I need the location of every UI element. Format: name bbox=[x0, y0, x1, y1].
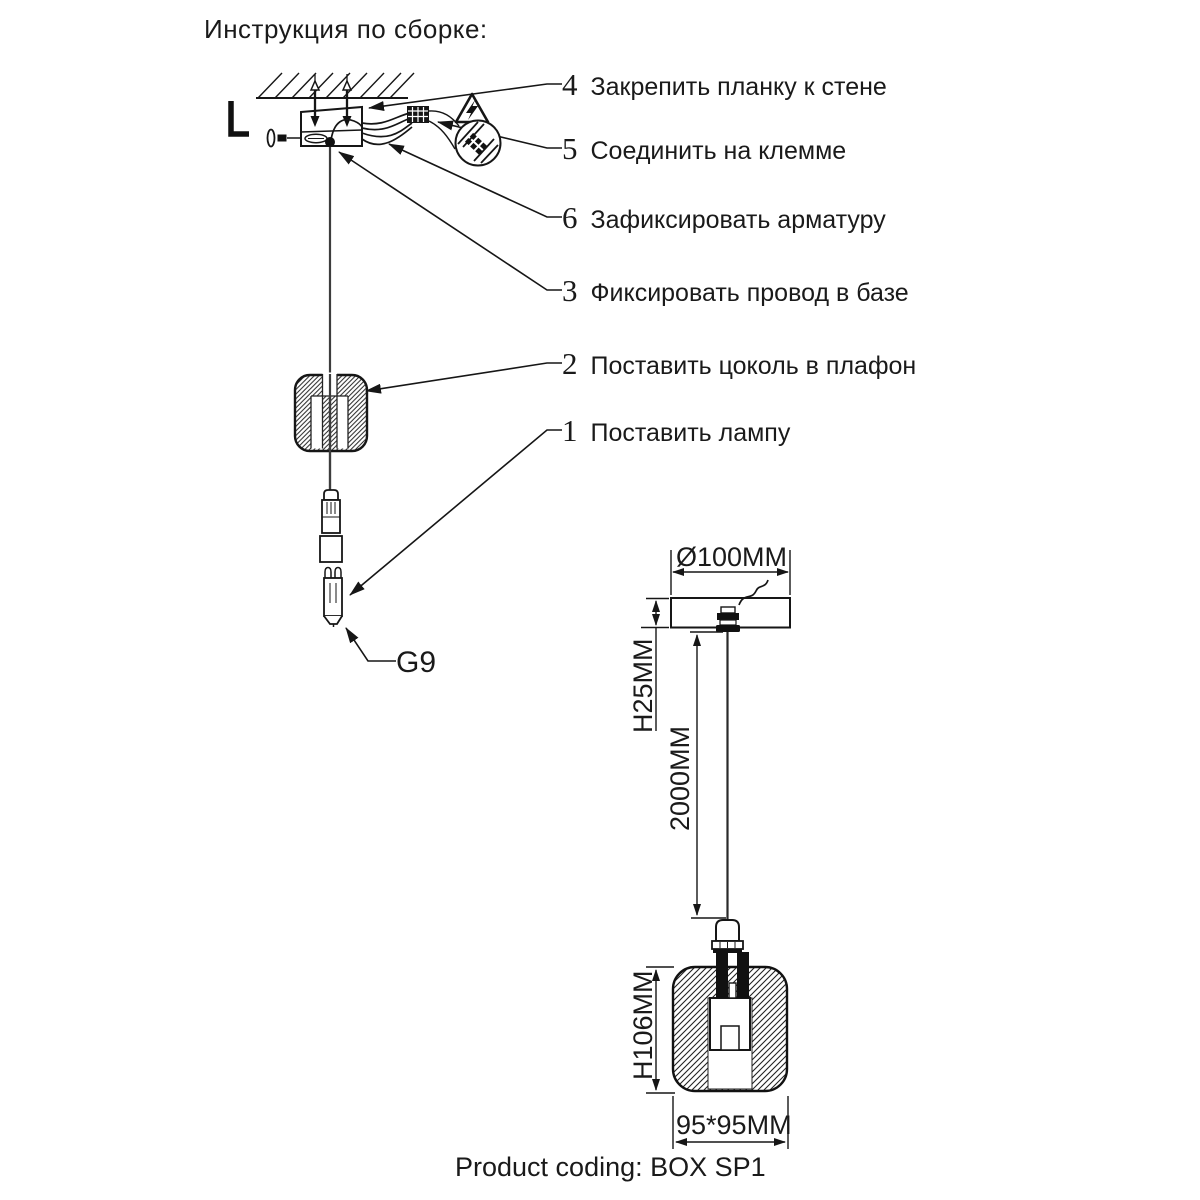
step-label: Соединить на клемме bbox=[590, 137, 847, 165]
step-label: Закрепить планку к стене bbox=[590, 73, 887, 101]
detail-fan-lines bbox=[429, 111, 459, 149]
socket-assembly bbox=[320, 490, 342, 562]
side-screw bbox=[268, 130, 301, 147]
pendant-socket bbox=[712, 920, 743, 953]
dim-footprint-label: 95*95MM bbox=[676, 1110, 792, 1140]
step-number: 2 bbox=[562, 346, 578, 381]
ceiling-hatch bbox=[256, 73, 414, 98]
step-number: 5 bbox=[562, 131, 578, 166]
product-coding: Product coding: BOX SP1 bbox=[455, 1152, 766, 1182]
step-item-2 bbox=[562, 348, 916, 379]
g9-bulb bbox=[324, 568, 342, 628]
leader-g9 bbox=[346, 628, 396, 661]
leader-step-2 bbox=[366, 363, 562, 391]
dim-diameter-label: Ø100MM bbox=[676, 542, 788, 572]
step-item-3 bbox=[562, 275, 909, 306]
dim-shade-height-label: H106MM bbox=[628, 970, 658, 1080]
dimension-drawing bbox=[641, 550, 790, 1149]
step-label: Поставить лампу bbox=[590, 419, 791, 447]
page-title: Инструкция по сборке: bbox=[204, 14, 488, 44]
dim-cord-length-label: 2000MM bbox=[665, 725, 695, 831]
step-number: 1 bbox=[562, 413, 578, 448]
step-item-1 bbox=[562, 415, 790, 446]
dim-canopy-height-label: H25MM bbox=[628, 638, 658, 733]
step-number: 6 bbox=[562, 200, 578, 235]
lampshade-section bbox=[295, 373, 367, 491]
step-number: 4 bbox=[562, 67, 578, 102]
step-item-5 bbox=[562, 133, 846, 164]
step-item-4 bbox=[562, 69, 887, 100]
step-number: 3 bbox=[562, 273, 578, 308]
warning-triangle-icon bbox=[456, 94, 488, 122]
leader-step-1 bbox=[350, 430, 562, 595]
leader-lines bbox=[339, 84, 562, 661]
step-label: Фиксировать провод в базе bbox=[590, 279, 909, 307]
step-label: Поставить цоколь в плафон bbox=[590, 352, 917, 380]
bulb-type-label: G9 bbox=[396, 646, 437, 679]
cord-fix-point bbox=[325, 137, 335, 147]
step-item-6 bbox=[562, 202, 886, 233]
hex-key-icon bbox=[231, 101, 249, 134]
terminal-block bbox=[407, 106, 429, 123]
step-label: Зафиксировать арматуру bbox=[590, 206, 886, 234]
detail-circle bbox=[456, 121, 501, 166]
